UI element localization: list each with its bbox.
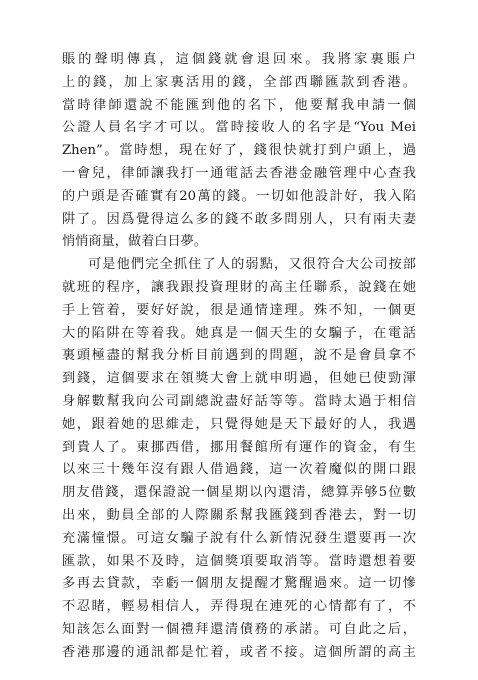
text-line: 手上管着，要好好說，很是通情達理。殊不知，一個更 — [62, 302, 416, 318]
text-line: 裏頭極盡的幫我分析目前遇到的問題，說不是會員拿不 — [62, 348, 416, 364]
text-line: 她，跟着她的思維走，只覺得她是天下最好的人，我遇 — [62, 416, 416, 432]
text-line: 出來，動員全部的人際關系幫我匯錢到香港去，對一切 — [62, 507, 416, 523]
paragraph-first-line: 可是他們完全抓住了人的弱點，又很符合大公司按部 — [88, 257, 416, 273]
text-line: 不忍睹，輕易相信人，弄得現在連死的心情都有了，不 — [62, 599, 416, 615]
text-line: 一會兒，律師讓我打一通電話去香港金融管理中心查我 — [62, 165, 416, 181]
text-line: 上的錢，加上家裏活用的錢，全部西聯匯款到香港。 — [62, 74, 416, 90]
text-line: 以來三十幾年沒有跟人借過錢，這一次着魔似的開口跟 — [62, 462, 416, 478]
body-text — [62, 49, 416, 665]
text-line: 身解數幫我向公司副總說盡好話等等。當時太過于相信 — [62, 393, 416, 409]
text-line: 公證人員名字才可以。當時接收人的名字是“You Mei — [62, 120, 416, 136]
text-line: 充滿憧憬。可這女騙子說有什么新情況發生還要再一次 — [62, 530, 416, 546]
text-line: 大的陷阱在等着我。她真是一個天生的女騙子，在電話 — [62, 325, 416, 341]
text-line: 知該怎么面對一個禮拜還清債務的承諾。可自此之后， — [62, 621, 416, 637]
text-line: 賬的聲明傳真，這個錢就會退回來。我將家裏賬户 — [62, 52, 416, 67]
text-line: 的户頭是否確實有20萬的錢。一切如他設計好，我入陷 — [62, 188, 416, 204]
text-line: 阱了。因爲覺得這么多的錢不敢多問別人，只有兩夫妻 — [62, 211, 416, 227]
text-line: 匯款，如果不及時，這個獎項要取消等。當時還想着要 — [62, 553, 416, 569]
text-line: 到貴人了。東挪西借，挪用餐館所有運作的資金，有生 — [62, 439, 416, 455]
text-line: 就班的程序，讓我跟投資理財的高主任聯系，說錢在她 — [62, 279, 416, 295]
text-line: 香港那邊的通訊都是忙着，或者不接。這個所謂的高主 — [62, 644, 416, 660]
text-line: 朋友借錢，還保證說一個星期以內還清，總算弄够5位數 — [62, 485, 416, 501]
text-line: 悄悄商量，做着白日夢。 — [62, 234, 208, 250]
text-line: 到錢，這個要求在領獎大會上就申明過，但她已使勁渾 — [62, 371, 416, 387]
text-line: 多再去貸款，幸虧一個朋友提醒才驚醒過來。這一切慘 — [62, 576, 416, 592]
text-line: Zhen”。當時想，現在好了，錢很快就打到户頭上，過 — [62, 143, 416, 159]
text-line: 當時律師還說不能匯到他的名下，他要幫我申請一個 — [62, 97, 416, 113]
